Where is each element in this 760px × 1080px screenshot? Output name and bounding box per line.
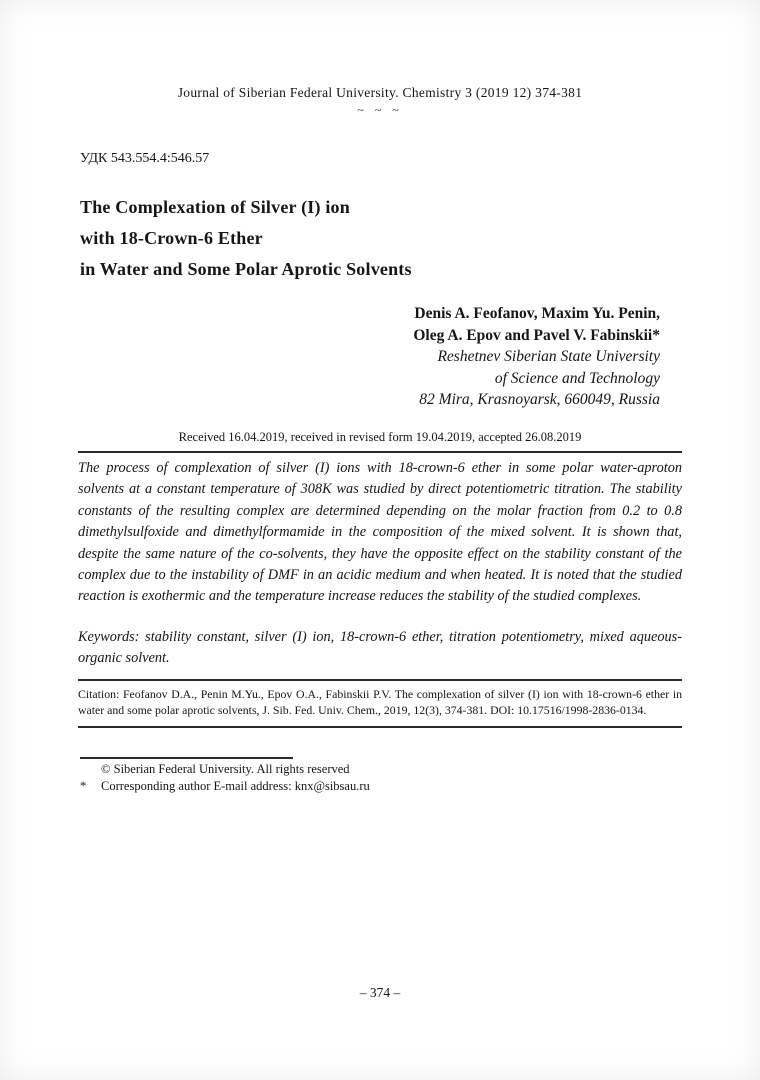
citation-block — [78, 679, 682, 728]
udc-number: УДК 543.554.4:546.57 — [80, 151, 210, 166]
keywords-line: organic solvent. — [78, 650, 170, 667]
affiliation-line: of Science and Technology — [494, 369, 660, 387]
keywords-line: Keywords: stability constant, silver (I) ion, 18-crown-6 ether, titration potentiometry, mixed aqueous- — [78, 629, 682, 645]
author-names-line: Denis A. Feofanov, Maxim Yu. Penin, — [414, 305, 660, 322]
authors-block — [413, 303, 660, 411]
citation-line: Citation: Feofanov D.A., Penin M.Yu., Epov O.A., Fabinskii P.V. The complexation of silver (I) ion with 18-crown-6 ether in — [78, 687, 682, 701]
footnote-asterisk-marker: * — [80, 779, 87, 793]
abstract-line: solvents at a constant temperature of 308K was studied by direct potentiometric titration. The stability — [78, 481, 682, 498]
corresponding-author-text: Corresponding author E-mail address: knx@sibsau.ru — [101, 779, 370, 793]
page-number: – 374 – — [359, 985, 401, 1000]
abstract-line: reaction is exothermic and the temperature increase reduces the stability of the studied complexes. — [78, 588, 642, 605]
abstract-line: dimethylsulfoxide and dimethylformamide in the composition of the mixed solvent. It is shown that, — [78, 524, 682, 541]
tilde-separator: ~ ~ ~ — [357, 103, 403, 117]
citation-line: water and some polar aprotic solvents, J. Sib. Fed. Univ. Chem., 2019, 12(3), 374-381. DOI: 10.17516/1998-2836-0134. — [78, 702, 647, 717]
abstract-line: complex due to the instability of DMF in an acidic medium and when heated. It is noted that the studied — [78, 567, 682, 584]
abstract — [78, 458, 682, 608]
affiliation-line: 82 Mira, Krasnoyarsk, 660049, Russia — [419, 391, 660, 408]
journal-header-line: Journal of Siberian Federal University. Chemistry 3 (2019 12) 374-381 — [177, 85, 583, 100]
title-line: with 18-Crown-6 Ether — [80, 228, 263, 248]
received-dates: Received 16.04.2019, received in revised form 19.04.2019, accepted 26.08.2019 — [178, 430, 582, 444]
abstract-line: constants of the resulting complex are determined depending on the molar fraction from 0.2 to 0.8 — [78, 502, 682, 519]
abstract-top-rule — [78, 451, 682, 453]
author-names-line: Oleg A. Epov and Pavel V. Fabinskii* — [413, 326, 660, 344]
abstract-line: The process of complexation of silver (I) ions with 18-crown-6 ether in some polar water-aproton — [78, 460, 682, 476]
paper-title — [80, 192, 690, 285]
abstract-line: despite the same nature of the co-solvents, they have the opposite effect on the stability constant of the — [78, 545, 682, 562]
footnote-divider — [80, 757, 293, 759]
copyright-note: © Siberian Federal University. All rights reserved — [101, 762, 350, 776]
title-line: The Complexation of Silver (I) ion — [80, 197, 350, 217]
corresponding-author-note — [80, 779, 370, 794]
title-line: in Water and Some Polar Aprotic Solvents — [80, 259, 412, 279]
keywords — [78, 627, 682, 670]
affiliation-line: Reshetnev Siberian State University — [437, 348, 660, 365]
